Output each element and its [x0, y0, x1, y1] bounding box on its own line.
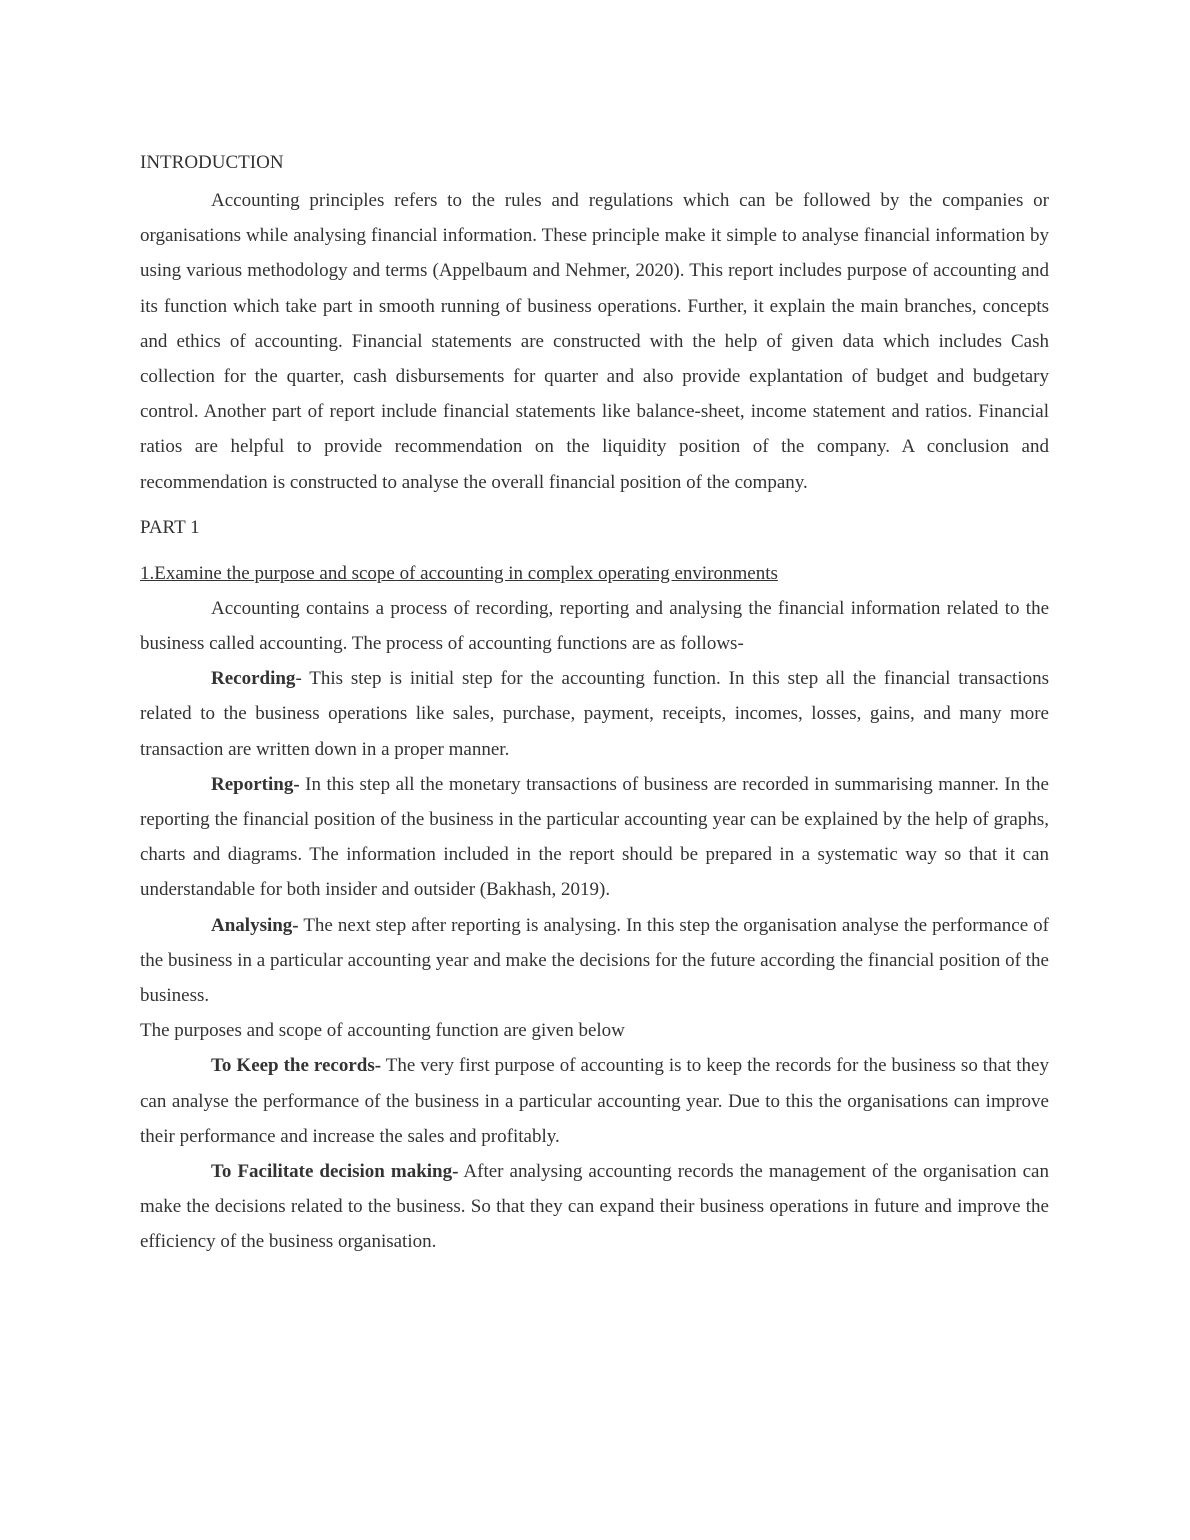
document-body — [140, 148, 1049, 1260]
step-analysing-term: Analysing- — [211, 914, 299, 936]
step-recording-paragraph — [140, 661, 1049, 767]
part1-heading: PART 1 — [140, 516, 200, 538]
part1-subheading — [140, 559, 1049, 589]
step-analysing-text: The next step after reporting is analysing. In this step the organisation analyse the performance of the business in a particular accounting year and make the decisions for the future according the financial position of the business. — [140, 914, 1049, 1007]
purpose-keep-records-paragraph — [140, 1048, 1049, 1154]
purposes-intro-line: The purposes and scope of accounting function are given below — [140, 1020, 625, 1042]
part1-subheading-text: 1.Examine the purpose and scope of accounting in complex operating environments — [140, 562, 778, 584]
purpose-decision-making-term: To Facilitate decision making- — [211, 1161, 459, 1183]
purpose-keep-records-term: To Keep the records- — [211, 1055, 382, 1077]
step-analysing-paragraph — [140, 908, 1049, 1014]
step-reporting-paragraph — [140, 767, 1049, 908]
step-reporting-term: Reporting- — [211, 773, 300, 795]
step-recording-text: - This step is initial step for the accounting function. In this step all the financial transactions related to the business operations like sales, purchase, payment, receipts, incomes, losses, gains, and many more transaction are written down in a proper manner. — [140, 668, 1049, 760]
step-reporting-text: In this step all the monetary transactions of business are recorded in summarising manner. In the reporting the financial position of the business in the particular accounting year can be explained by the help of graphs, charts and diagrams. The information included in the report should be prepared in a systematic way so that it can understandable for both insider and outsider (Bakhash, 2019). — [140, 773, 1049, 901]
accounting-process-paragraph: Accounting contains a process of recording, reporting and analysing the financial information related to the business called accounting. The process of accounting functions are as follows- — [140, 597, 1049, 655]
purpose-decision-making-paragraph — [140, 1154, 1049, 1260]
purpose-keep-records-text: The very first purpose of accounting is to keep the records for the business so that they can analyse the performance of the business in a particular accounting year. Due to this the organisations can improve their performance and increase the sales and profitably. — [140, 1055, 1049, 1147]
step-recording-term: Recording — [211, 668, 296, 690]
introduction-heading: INTRODUCTION — [140, 152, 284, 173]
purpose-decision-making-text: After analysing accounting records the management of the organisation can make the decisions related to the business. So that they can expand their business operations in future and improve the efficiency of the business organisation. — [140, 1161, 1049, 1253]
introduction-paragraph: Accounting principles refers to the rules and regulations which can be followed by the companies or organisations while analysing financial information. These principle make it simple to analyse financial information by using various methodology and terms (Appelbaum and Nehmer, 2020). This report includes purpose of accounting and its function which take part in smooth running of business operations. Further, it explain the main branches, concepts and ethics of accounting. Financial statements are constructed with the help of given data which includes Cash collection for the quarter, cash disbursements for quarter and also provide explantation of budget and budgetary control. Another part of report include financial statements like balance-sheet, income statement and ratios. Financial ratios are helpful to provide recommendation on the liquidity position of the company. A conclusion and recommendation is constructed to analyse the overall financial position of the company. — [140, 190, 1049, 493]
